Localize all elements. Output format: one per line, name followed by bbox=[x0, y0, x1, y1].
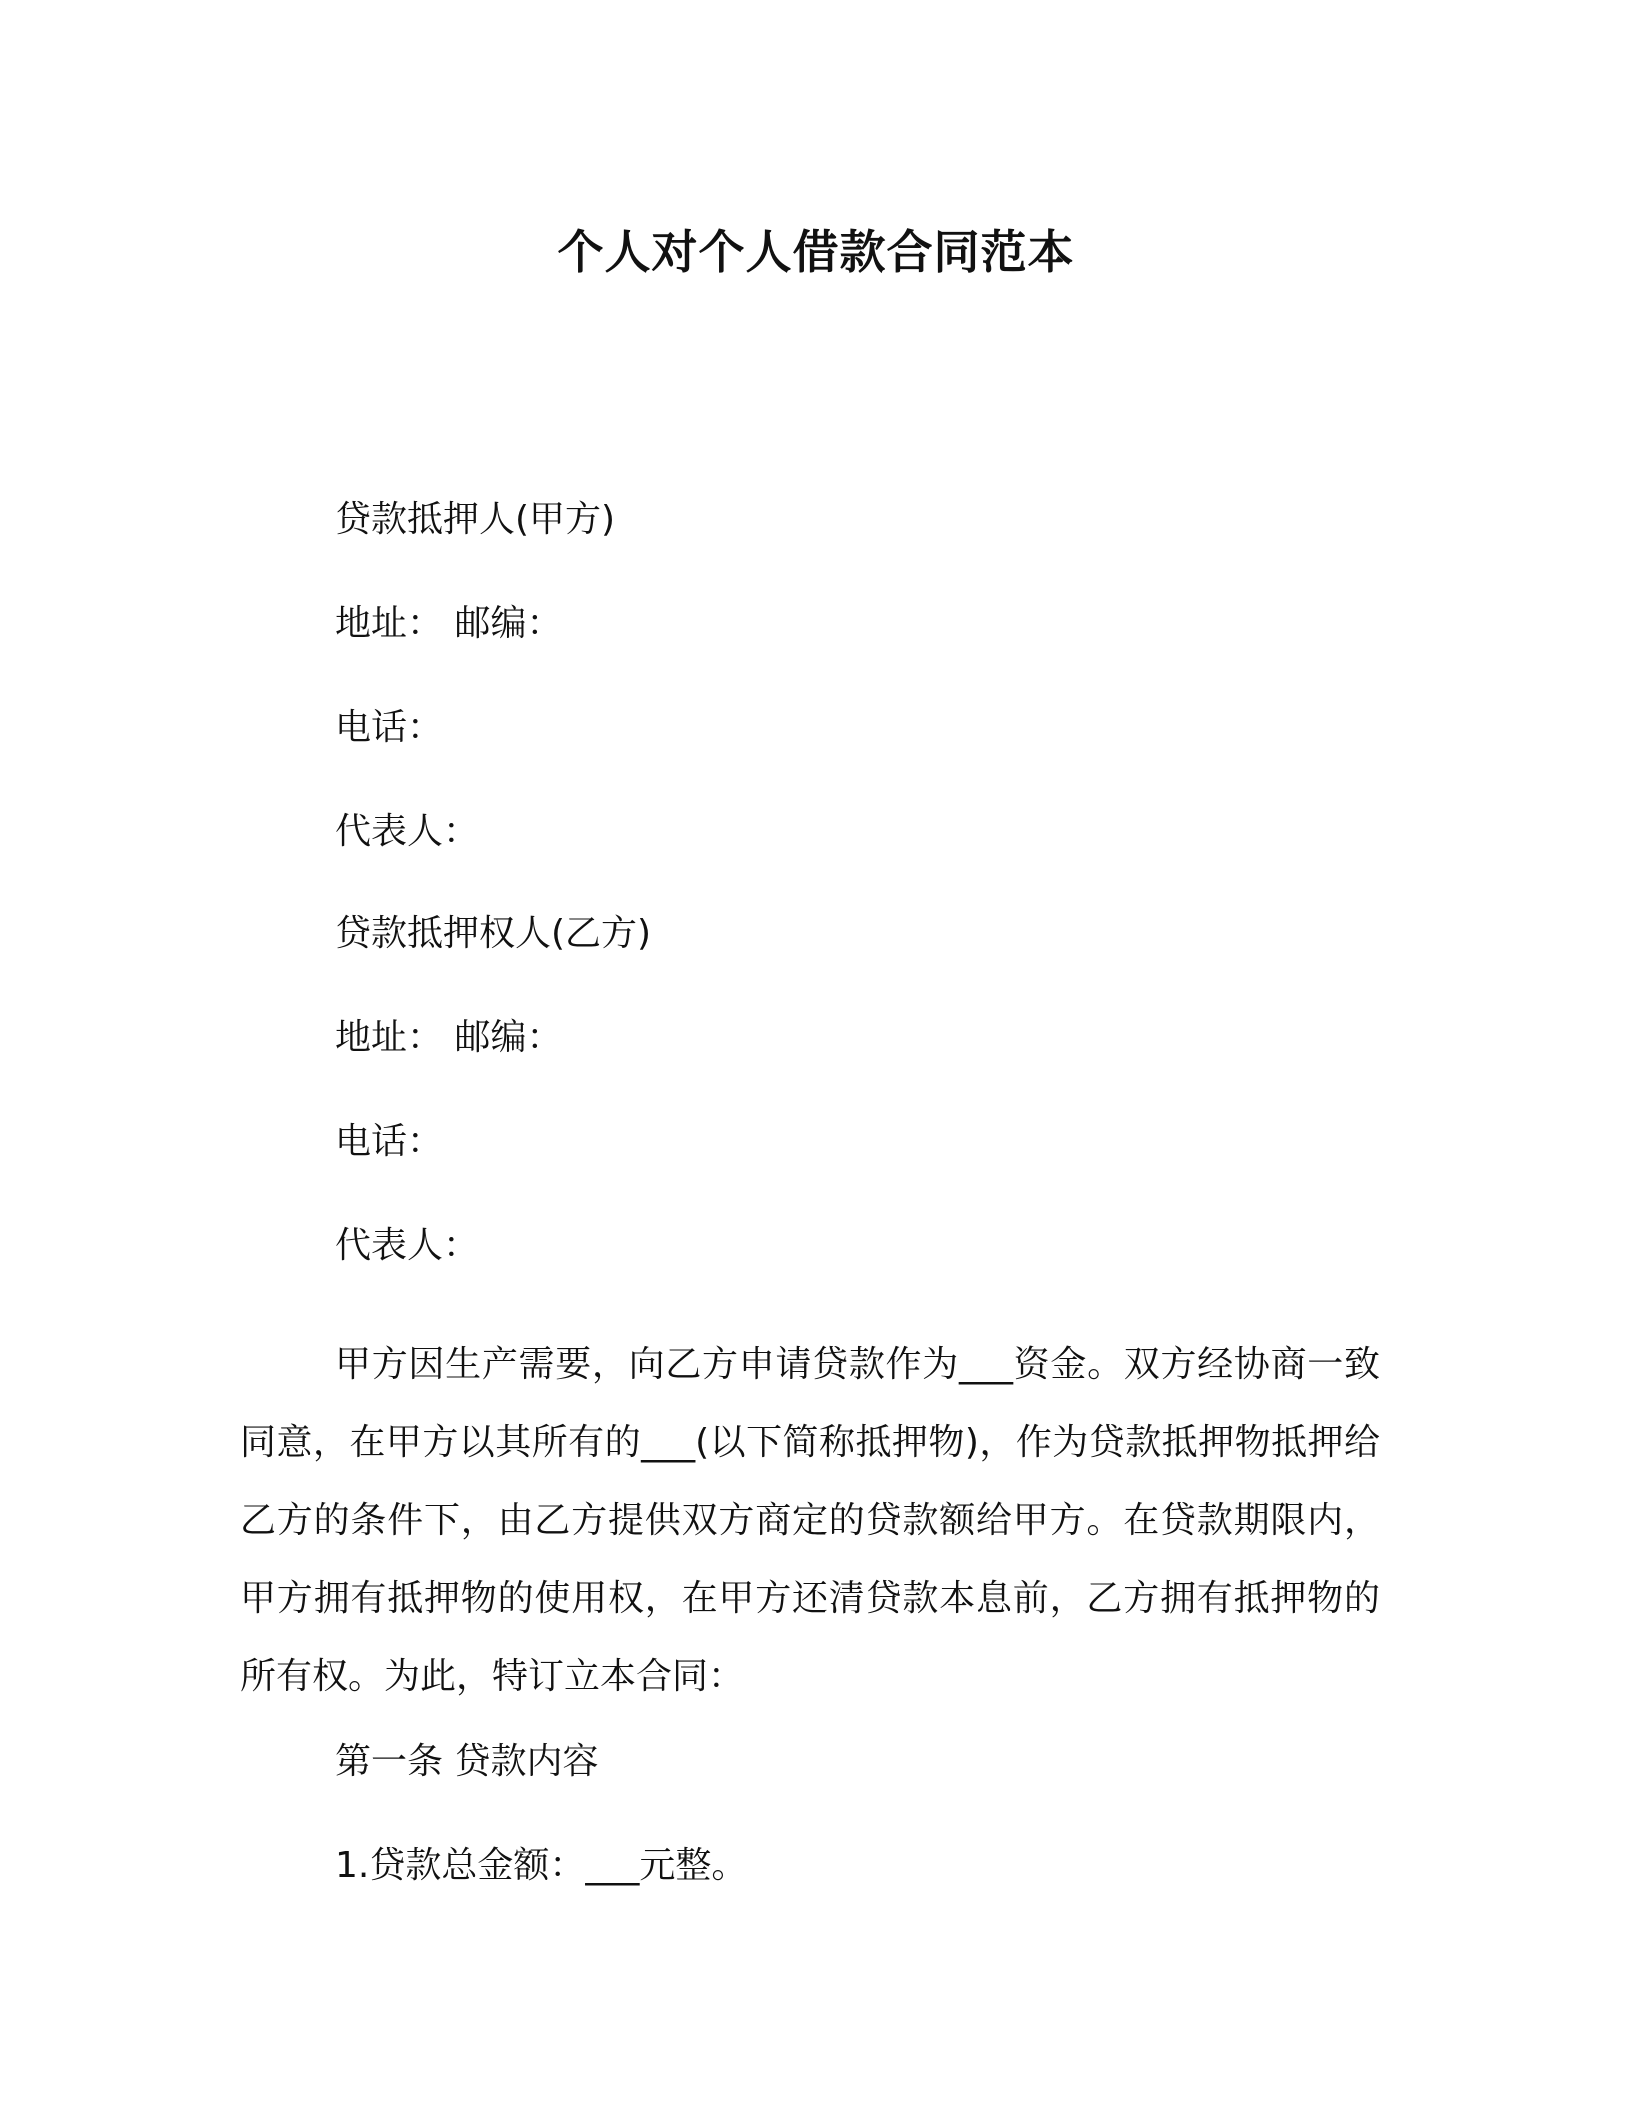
article-1-heading: 第一条 贷款内容 bbox=[335, 1741, 599, 1782]
party-a-representative: 代表人： bbox=[335, 811, 480, 852]
party-b-phone: 电话： bbox=[335, 1121, 444, 1162]
document-title: 个人对个人借款合同范本 bbox=[557, 225, 1075, 279]
party-b-address: 地址： 邮编： bbox=[335, 1017, 563, 1058]
party-b-heading: 贷款抵押权人(乙方) bbox=[335, 913, 652, 954]
party-a-heading: 贷款抵押人(甲方) bbox=[335, 499, 616, 540]
party-b-representative: 代表人： bbox=[335, 1225, 480, 1266]
party-a-phone: 电话： bbox=[335, 707, 444, 748]
article-1-item-1: 1.贷款总金额：___元整。 bbox=[335, 1845, 748, 1886]
party-a-address: 地址： 邮编： bbox=[335, 603, 563, 644]
preamble-paragraph: 甲方因生产需要，向乙方申请贷款作为___资金。双方经协商一致同意，在甲方以其所有的___(以下简称抵押物)，作为贷款抵押物抵押给乙方的条件下，由乙方提供双方商定的贷款额给甲方。在贷款期限内，甲方拥有抵押物的使用权，在甲方还清贷款本息前，乙方拥有抵押物的所有权。为此，特订立本合同： bbox=[240, 1344, 1380, 1697]
